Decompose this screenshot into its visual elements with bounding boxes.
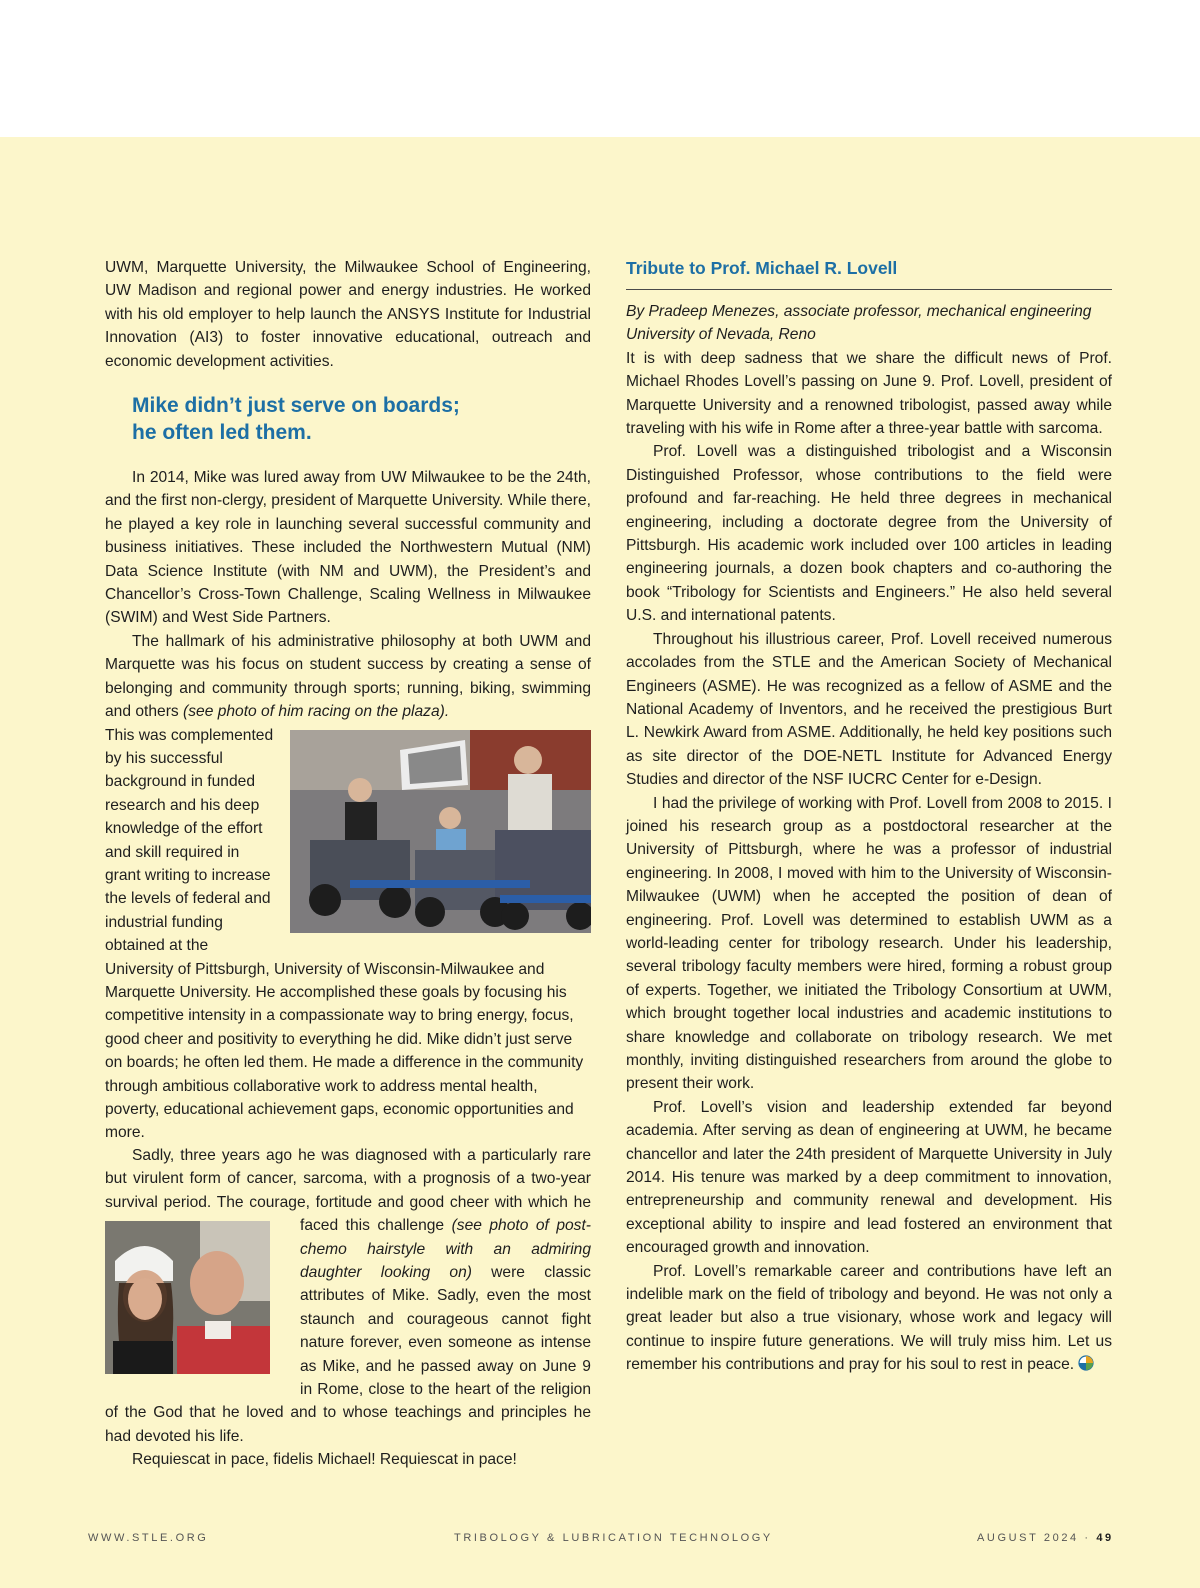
footer-page-number: 49 <box>1096 1532 1114 1544</box>
left-paragraph-3-start: The hallmark of his administrative philosophy at both UWM and Marquette was his focus on student success by creating a sense of belonging and community through sports; running, biking, swimming and others <box>105 632 591 721</box>
right-paragraph-6 <box>626 1260 1112 1377</box>
pull-quote <box>132 392 591 446</box>
left-paragraph-3 <box>105 630 591 724</box>
left-paragraph-4-caption: (see photo of post-chemo hairstyle with an admiring daughter looking on) <box>300 1217 592 1282</box>
right-paragraph-6-text: Prof. Lovell’s remarkable career and contributions have left an indelible mark on the field of tribology and beyond. He was not only a great leader but also a true visionary, whose work and legacy will continue to inspire future generations. We will truly miss him. Let us remember his contributions and pray for his soul to rest in peace. <box>626 1262 1112 1374</box>
left-column-lower <box>105 1144 591 1472</box>
photo-go-kart-race <box>290 730 591 933</box>
tribute-title: Tribute to Prof. Michael R. Lovell <box>626 258 898 278</box>
byline-line-2: University of Nevada, Reno <box>626 326 816 344</box>
left-paragraph-3-end: This was complemented by his successful background in funded research and his deep knowledge of the effort and skill required in grant writing to increase the levels of federal and industrial funding obtained at the University of Pittsburgh, University of Wisconsin-Milwaukee and Marquette University. He accomplished these goals by focusing his competitive intensity in a compassionate way to bring energy, focus, good cheer and positivity to everything he did. Mike didn’t just serve on boards; he often led them. He made a difference in the community through ambitious collaborative work to address mental health, poverty, educational achievement gaps, economic opportunities and more. <box>105 726 584 1142</box>
left-paragraph-4-rest: were classic attributes of Mike. Sadly, even the most staunch and courageous cannot fight nature forever, even someone as intense as Mike, and he passed away on June 9 in Rome, close to the heart of the religion of the God that he loved and to whose teachings and principles he had devoted his life. <box>105 1264 591 1445</box>
byline-line-1: By Pradeep Menezes, associate professor, mechanical engineering <box>626 303 1092 320</box>
left-column <box>105 256 591 1145</box>
pull-quote-line-2: he often led them. <box>132 421 312 445</box>
right-paragraph-3: Throughout his illustrious career, Prof. Lovell received numerous accolades from the STLE and the American Society of Mechanical Engineers (ASME). He was recognized as a fellow of ASME and the National Academy of Inventors, and he received the prestigious Burt L. Newkirk Award from ASME. Additionally, he held key positions such as site director of the DOE-NETL Institute for Advanced Energy Studies and director of the NSF IUCRC Center for e-Design. <box>626 630 1112 789</box>
top-margin <box>0 0 1200 137</box>
right-paragraph-4: I had the privilege of working with Prof. Lovell from 2008 to 2015. I joined his research group as a postdoctoral researcher at the University of Pittsburgh, where he was a professor of industrial engineering. In 2008, I moved with him to the University of Wisconsin-Milwaukee (UWM) when he accepted the position of dean of engineering. Prof. Lovell was determined to establish UWM as a world-leading center for tribology research. Under his leadership, several tribology faculty members were hired, forming a robust group of experts. Together, we initiated the Tribology Consortium at UWM, which brought together local industries and academic institutions to share knowledge and collaborate on tribology research. We met monthly, inviting distinguished researchers from around the globe to present their work. <box>626 794 1112 1093</box>
footer-issue <box>977 1532 1114 1544</box>
footer-website: WWW.STLE.ORG <box>88 1532 209 1544</box>
left-paragraph-4-body <box>105 1144 591 1448</box>
photo-father-daughter <box>105 1221 270 1374</box>
right-paragraph-1: It is with deep sadness that we share the difficult news of Prof. Michael Rhodes Lovell’s passing on June 9. Prof. Lovell, president of Marquette University and a renowned tribologist, passed away while traveling with his wife in Rome after a three-year battle with sarcoma. <box>626 349 1112 438</box>
byline <box>626 300 1112 347</box>
right-paragraph-5: Prof. Lovell’s vision and leadership extended far beyond academia. After serving as dean of engineering at UWM, he became chancellor and later the 24th president of Marquette University in July 2014. His tenure was marked by a deep commitment to innovation, entrepreneurship and community renewal and development. His exceptional ability to inspire and lead fostered an environment that encouraged growth and innovation. <box>626 1098 1112 1257</box>
footer-date: AUGUST 2024 <box>977 1532 1079 1544</box>
footer-publication: TRIBOLOGY & LUBRICATION TECHNOLOGY <box>454 1532 773 1544</box>
left-paragraph-3-caption: (see photo of him racing on the plaza). <box>183 703 450 721</box>
left-paragraph-2: In 2014, Mike was lured away from UW Milwaukee to be the 24th, and the first non-clergy, president of Marquette University. While there, he played a key role in launching several successful community and business initiatives. These included the Northwestern Mutual (NM) Data Science Institute (with NM and UWM), the President’s and Chancellor’s Cross-Town Challenge, Scaling Wellness in Milwaukee (SWIM) and West Side Partners. <box>105 469 591 627</box>
go-kart-race-illustration <box>290 730 591 933</box>
right-column <box>626 256 1112 1377</box>
footer-separator: · <box>1084 1532 1091 1544</box>
stle-logo-icon <box>1078 1355 1094 1371</box>
pull-quote-line-1: Mike didn’t just serve on boards; <box>132 394 460 418</box>
left-paragraph-4-start: Sadly, three years ago he was diagnosed with a particularly rare but virulent form of cancer, sarcoma, with a prognosis of a two-year survival period. The courage, fortitude and good cheer with which he faced this challenge <box>105 1147 591 1235</box>
father-daughter-illustration <box>105 1221 270 1374</box>
title-rule <box>626 289 1112 290</box>
left-paragraph-1: UWM, Marquette University, the Milwaukee School of Engineering, UW Madison and regional power and energy industries. He worked with his old employer to help launch the ANSYS Institute for Industrial Innovation (AI3) to foster innovative educational, outreach and economic development activities. <box>105 259 591 370</box>
right-paragraph-2: Prof. Lovell was a distinguished tribologist and a Wisconsin Distinguished Professor, whose contributions to the field were profound and far-reaching. He held three degrees in mechanical engineering, including a doctorate degree from the University of Pittsburgh. His academic work included over 100 articles in leading engineering journals, a dozen book chapters and co-authoring the book “Tribology for Scientists and Engineers.” He also held several U.S. and international patents. <box>626 443 1112 625</box>
left-paragraph-5: Requiescat in pace, fidelis Michael! Requiescat in pace! <box>132 1451 517 1469</box>
